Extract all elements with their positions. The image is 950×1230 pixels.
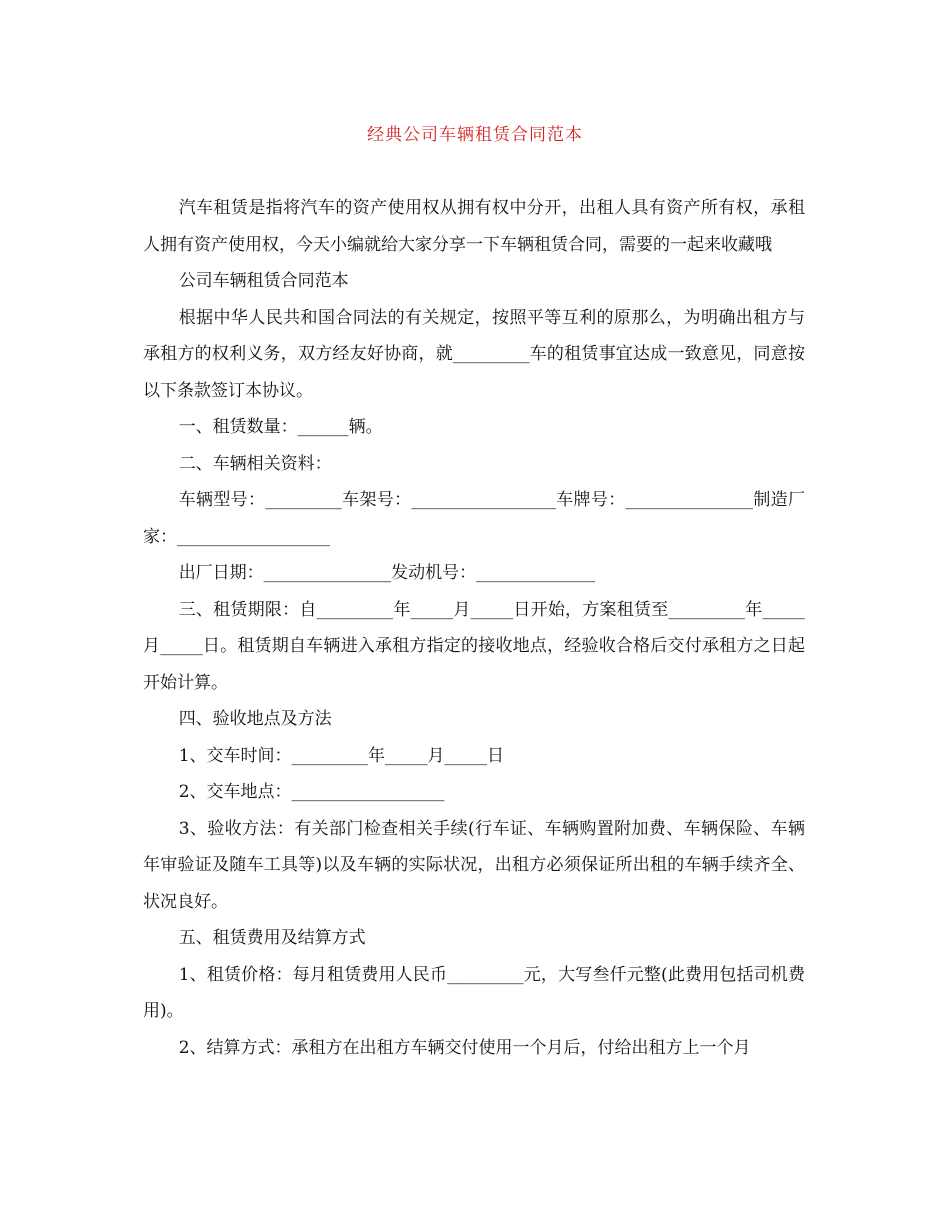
clause-1-quantity: 一、租赁数量：______辆。 — [178, 417, 383, 437]
paragraph-intro: 汽车租赁是指将汽车的资产使用权从拥有权中分开，出租人具有资产所有权，承租人拥有资产使用权，今天小编就给大家分享一下车辆租赁合同，需要的一起来收藏哦 — [143, 198, 805, 255]
settlement-method: 2、结算方式：承租方在出租方车辆交付使用一个月后，付给出租方上一个月 — [178, 1037, 751, 1058]
clause-4-acceptance: 四、验收地点及方法 — [178, 709, 332, 729]
paragraph-subtitle: 公司车辆租赁合同范本 — [178, 271, 349, 291]
document-body — [143, 190, 805, 1066]
delivery-time: 1、交车时间：_________年_____月_____日 — [178, 745, 505, 766]
document-title: 经典公司车辆租赁合同范本 — [367, 125, 583, 145]
paragraph-preamble: 根据中华人民共和国合同法的有关规定，按照平等互利的原那么，为明确出租方与承租方的权利义务，双方经友好协商，就_________车的租赁事宜达成一致意见，同意按以下条款签订本协议。 — [143, 307, 805, 401]
delivery-location: 2、交车地点：__________________ — [178, 782, 445, 802]
clause-2-vehicle-info: 二、车辆相关资料： — [178, 453, 332, 474]
vehicle-date-engine-fields: 出厂日期：_______________发动机号：______________ — [178, 563, 596, 583]
clause-5-fees: 五、租赁费用及结算方式 — [178, 928, 366, 948]
clause-3-lease-term: 三、租赁期限：自_________年_____月_____日开始，方案租赁至_________年_____月_____日。租赁期自车辆进入承租方指定的接收地点，经验收合格后交付承租方之日起开始计算。 — [143, 599, 805, 693]
lease-price: 1、租赁价格：每月租赁费用人民币_________元，大写叁仟元整(此费用包括司机费用)。 — [143, 964, 805, 1021]
acceptance-method: 3、验收方法：有关部门检查相关手续(行车证、车辆购置附加费、车辆保险、车辆年审验证及随车工具等)以及车辆的实际状况，出租方必须保证所出租的车辆手续齐全、状况良好。 — [143, 818, 805, 912]
vehicle-model-fields: 车辆型号：_________车架号：_________________车牌号：_______________制造厂家：__________________ — [143, 490, 805, 547]
